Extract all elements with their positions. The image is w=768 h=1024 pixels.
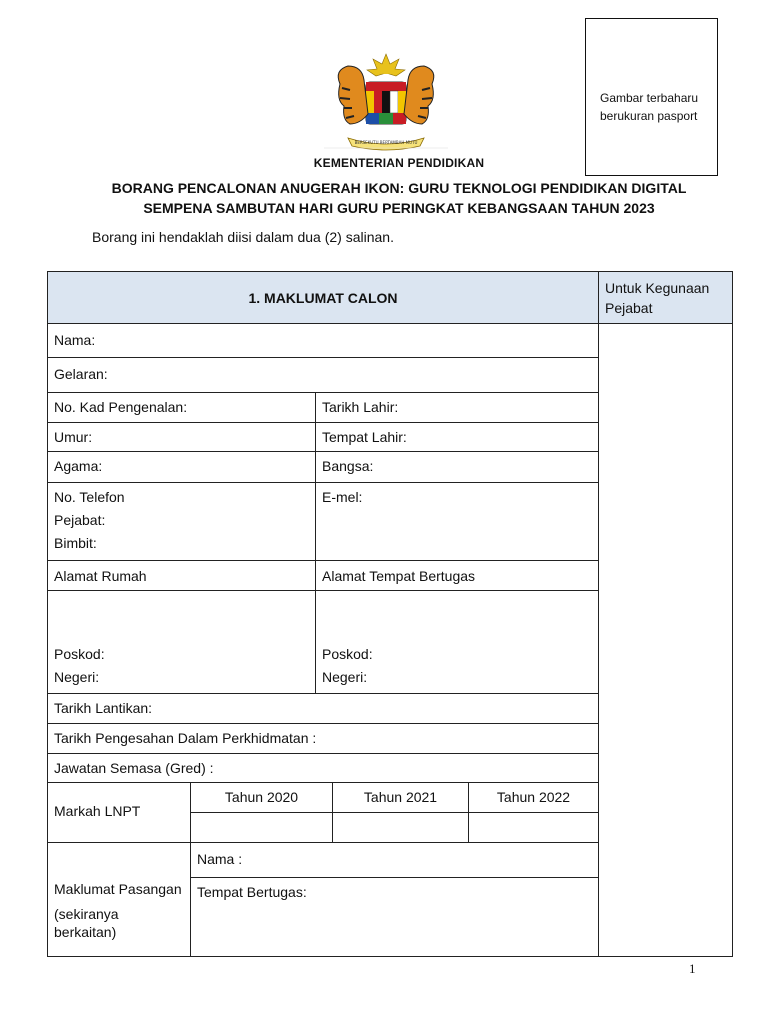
confirmation-date-field[interactable] <box>47 723 599 754</box>
photo-box-line-2: berukuran pasport <box>600 109 698 123</box>
birth-place-field[interactable] <box>315 422 599 452</box>
ic-number-field[interactable] <box>47 392 316 423</box>
work-state-label: Negeri: <box>322 669 368 685</box>
spouse-workplace-label: Tempat Bertugas: <box>197 884 307 900</box>
nama-field[interactable] <box>47 323 599 358</box>
gelaran-field[interactable] <box>47 357 599 393</box>
email-label: E-mel: <box>322 489 363 505</box>
work-address-header: Alamat Tempat Bertugas <box>315 560 599 591</box>
phone-label: No. Telefon <box>54 489 125 505</box>
home-address-field[interactable] <box>47 590 316 694</box>
lnpt-2021-input[interactable] <box>332 812 469 843</box>
work-address-field[interactable] <box>315 590 599 694</box>
lnpt-year-2020-header: Tahun 2020 <box>190 782 333 813</box>
work-postcode-label: Poskod: <box>322 646 373 662</box>
race-field[interactable] <box>315 451 599 483</box>
lnpt-2022-input[interactable] <box>468 812 599 843</box>
photo-box-line-1: Gambar terbaharu <box>600 91 699 105</box>
spouse-name-label: Nama : <box>197 851 243 867</box>
race-label: Bangsa: <box>322 458 374 474</box>
lnpt-label-cell: Markah LNPT <box>47 782 191 843</box>
lnpt-year-2021-header: Tahun 2021 <box>332 782 469 813</box>
spouse-condition-label: (sekiranya berkaitan) <box>54 906 119 940</box>
office-use-header: Untuk Kegunaan Pejabat <box>598 271 733 324</box>
form-title-line-2: SEMPENA SAMBUTAN HARI GURU PERINGKAT KEBANGSAAN TAHUN 2023 <box>143 200 655 216</box>
age-label: Umur: <box>54 429 93 445</box>
home-state-label: Negeri: <box>54 669 100 685</box>
phone-field[interactable] <box>47 482 316 561</box>
lnpt-2020-input[interactable] <box>190 812 333 843</box>
spouse-workplace-field[interactable] <box>190 877 599 957</box>
home-postcode-label: Poskod: <box>54 646 105 662</box>
spouse-name-field[interactable] <box>190 842 599 878</box>
gelaran-label: Gelaran: <box>54 366 108 382</box>
ic-number-label: No. Kad Pengenalan: <box>54 399 188 415</box>
nama-label: Nama: <box>54 332 96 348</box>
lnpt-year-2022-header: Tahun 2022 <box>468 782 599 813</box>
birth-date-field[interactable] <box>315 392 599 423</box>
home-address-header: Alamat Rumah <box>47 560 316 591</box>
birth-place-label: Tempat Lahir: <box>322 429 407 445</box>
email-field[interactable] <box>315 482 599 561</box>
office-use-field[interactable] <box>598 323 733 957</box>
mobile-phone-label: Bimbit: <box>54 535 97 551</box>
current-position-field[interactable] <box>47 753 599 783</box>
religion-field[interactable] <box>47 451 316 483</box>
spouse-label-cell <box>47 842 191 957</box>
age-field[interactable] <box>47 422 316 452</box>
religion-label: Agama: <box>54 458 103 474</box>
ministry-name: KEMENTERIAN PENDIDIKAN <box>313 156 485 170</box>
section-header: 1. MAKLUMAT CALON <box>47 271 599 324</box>
form-title-line-1: BORANG PENCALONAN ANUGERAH IKON: GURU TEKNOLOGI PENDIDIKAN DIGITAL <box>111 180 687 196</box>
crest-motto: BERSEKUTU BERTAMBAH MUTU <box>354 140 418 145</box>
current-position-label: Jawatan Semasa (Gred) : <box>54 760 214 776</box>
birth-date-label: Tarikh Lahir: <box>322 399 399 415</box>
instruction-note: Borang ini hendaklah diisi dalam dua (2) salinan. <box>92 229 394 245</box>
spouse-label: Maklumat Pasangan <box>54 881 182 897</box>
confirmation-date-label: Tarikh Pengesahan Dalam Perkhidmatan : <box>54 730 317 746</box>
page-number: 1 <box>689 961 696 976</box>
office-phone-label: Pejabat: <box>54 512 106 528</box>
appointment-date-label: Tarikh Lantikan: <box>54 700 153 716</box>
appointment-date-field[interactable] <box>47 693 599 724</box>
